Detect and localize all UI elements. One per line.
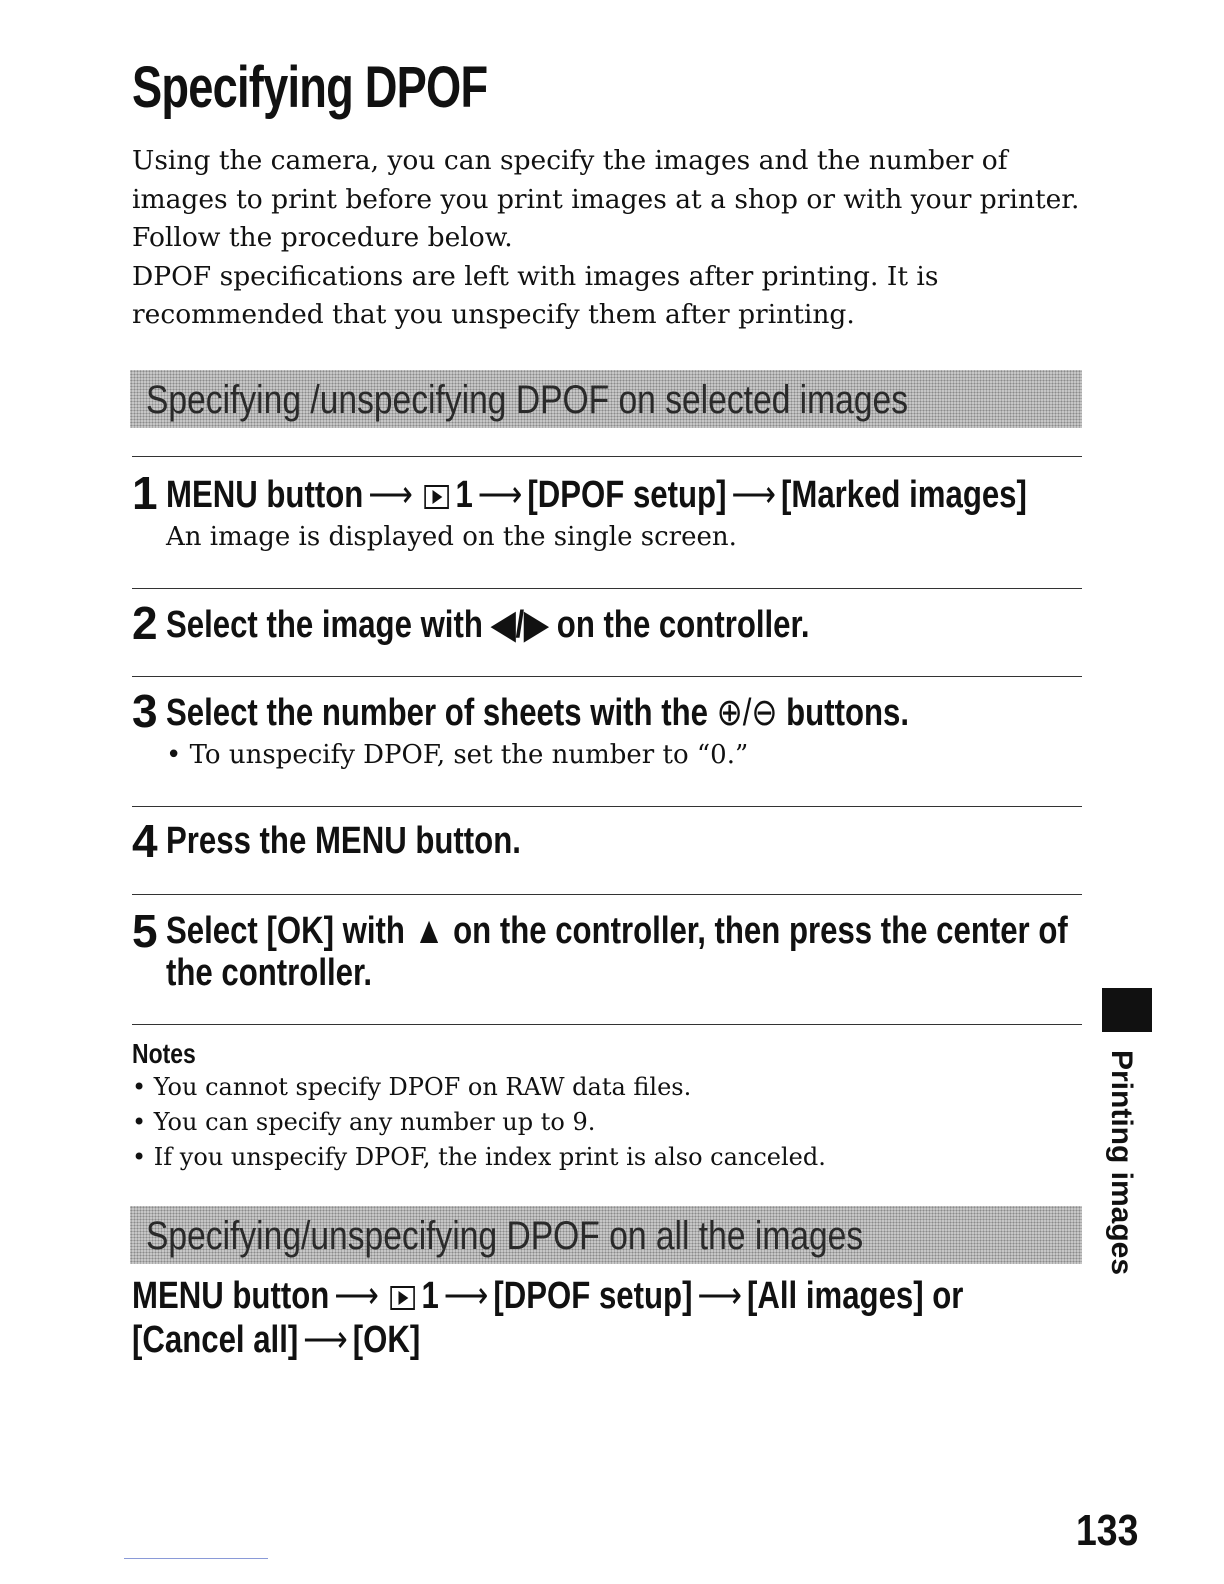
step-2-text-end: on the controller. (556, 604, 810, 646)
page-title: Specifying DPOF (132, 55, 488, 120)
tab-number: 1 (421, 1275, 439, 1317)
divider (132, 1024, 1082, 1025)
intro-paragraph-2: DPOF specifications are left with images after printing. It is recommended that you unspecify them after printing. (132, 260, 939, 330)
all-images-line-2 (132, 1318, 963, 1362)
step-3-bullet-text: To unspecify DPOF, set the number to “0.” (189, 740, 749, 770)
all-images-label: [All images] or (746, 1275, 964, 1317)
note-item: • You cannot specify DPOF on RAW data files. (132, 1070, 826, 1105)
zoom-in-out-icon: ⊕/⊖ (716, 692, 778, 734)
section-banner-all (130, 1206, 1082, 1264)
step-2-text: Select the image with (166, 604, 483, 646)
step-5-instruction (166, 910, 1068, 953)
step-3-instruction (166, 690, 909, 735)
divider (132, 588, 1082, 589)
section-heading-selected: Specifying /unspecifying DPOF on selected images (146, 378, 908, 422)
step-3-text-end: buttons. (786, 692, 910, 734)
arrow-icon: ⟶ (697, 1275, 743, 1317)
arrow-icon: ⟶ (477, 474, 523, 516)
step-5-text-middle: on the controller, then press the center of (453, 910, 1068, 952)
step-5-text: Select [OK] with (166, 910, 405, 952)
all-images-instruction (132, 1274, 963, 1362)
arrow-icon: ⟶ (443, 1275, 489, 1317)
step-1-instruction (166, 472, 1027, 517)
note-item: • You can specify any number up to 9. (132, 1105, 826, 1140)
section-heading-all: Specifying/unspecifying DPOF on all the images (146, 1214, 864, 1258)
step-number-5: 5 (132, 905, 158, 957)
intro-text (132, 142, 1092, 335)
step-1-description: An image is displayed on the single screen. (166, 522, 737, 552)
step-5-instruction-line-2: the controller. (166, 952, 373, 994)
step-4-instruction: Press the MENU button. (166, 820, 521, 862)
ok-label: [OK] (352, 1319, 421, 1361)
step-3-text: Select the number of sheets with the (166, 692, 708, 734)
left-right-arrows-icon: ◀/▶ (491, 604, 549, 646)
chapter-tab-marker (1102, 988, 1152, 1032)
arrow-icon: ⟶ (368, 474, 413, 516)
all-images-line-1 (132, 1274, 963, 1318)
note-item: • If you unspecify DPOF, the index print is also canceled. (132, 1140, 826, 1175)
intro-paragraph-1: Using the camera, you can specify the images and the number of images to print before you print images at a shop or with your printer. Follow the procedure below. (132, 145, 1080, 253)
up-arrow-icon: ▲ (413, 910, 445, 952)
menu-button-label: MENU button (132, 1275, 330, 1317)
dpof-setup-label: [DPOF setup] (527, 474, 727, 516)
divider (132, 456, 1082, 457)
step-number-1: 1 (132, 467, 158, 519)
page-number: 133 (1076, 1506, 1139, 1555)
step-3-bullet: • To unspecify DPOF, set the number to “0.” (166, 740, 749, 770)
divider (132, 894, 1082, 895)
playback-icon (424, 485, 449, 509)
arrow-icon: ⟶ (303, 1319, 348, 1361)
marked-images-label: [Marked images] (780, 474, 1027, 516)
step-number-2: 2 (132, 597, 158, 649)
section-banner-selected (130, 370, 1082, 428)
step-2-instruction (166, 602, 810, 647)
divider (132, 806, 1082, 807)
step-number-3: 3 (132, 685, 158, 737)
arrow-icon: ⟶ (334, 1275, 379, 1317)
step-number-4: 4 (132, 815, 158, 867)
notes-heading: Notes (132, 1038, 196, 1069)
tab-number: 1 (455, 474, 473, 516)
notes-list (132, 1070, 826, 1175)
playback-icon (390, 1286, 415, 1310)
arrow-icon: ⟶ (731, 474, 777, 516)
divider (132, 676, 1082, 677)
menu-button-label: MENU button (166, 474, 364, 516)
dpof-setup-label: [DPOF setup] (493, 1275, 693, 1317)
cancel-all-label: [Cancel all] (132, 1319, 299, 1361)
footer-line (124, 1558, 268, 1559)
chapter-tab-label: Printing images (1105, 1050, 1138, 1276)
